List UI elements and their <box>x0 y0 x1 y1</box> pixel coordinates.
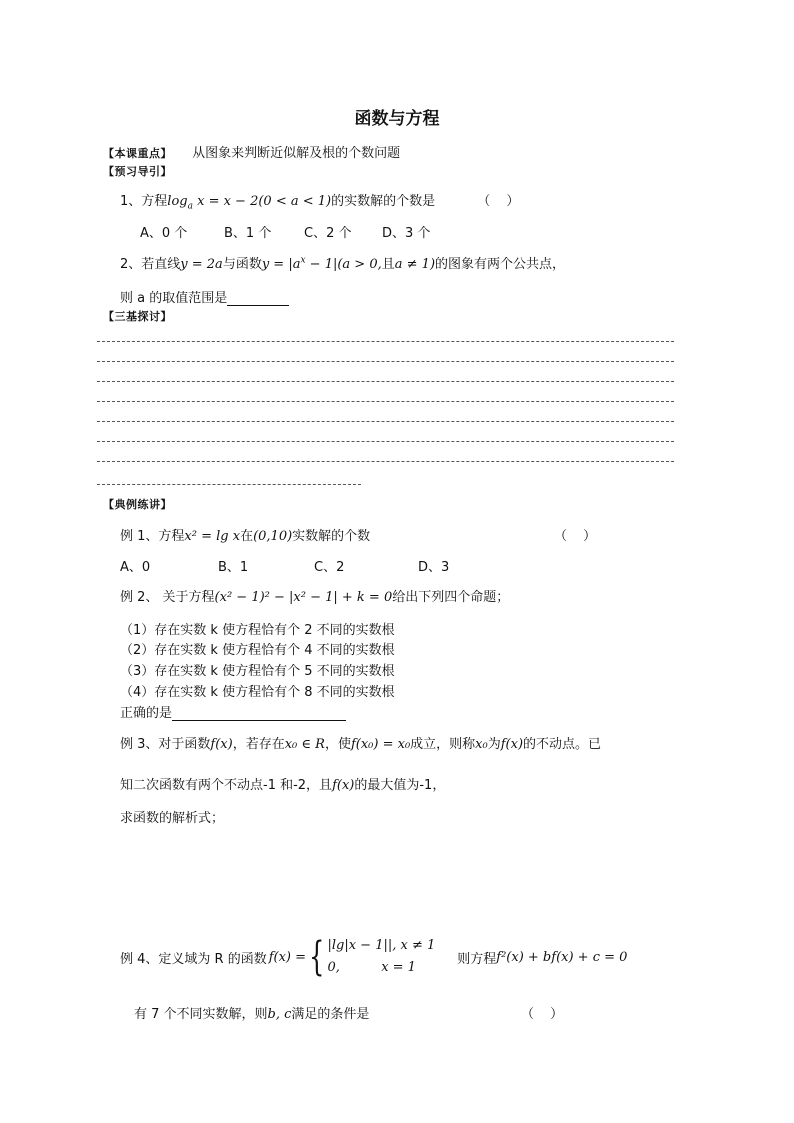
writing-line <box>97 381 674 382</box>
ex3-fixed-eq: f(x₀) = x₀ <box>350 737 411 752</box>
ex4-mid: 则方程 <box>457 951 497 967</box>
q2-line-eq: y = 2a <box>180 257 223 272</box>
q1-option-d: D、3 个 <box>382 226 431 241</box>
ex3-text-a: 例 3、对于函数 <box>120 737 211 752</box>
ex1-option-b: B、1 <box>218 560 249 575</box>
ex3-text-b: ，若存在 <box>232 737 285 752</box>
ex2-item-3: （3）存在实数 k 使方程恰有个 5 不同的实数根 <box>120 664 395 679</box>
writing-line <box>97 361 674 362</box>
ex4-bc: b, c <box>267 1007 292 1022</box>
writing-line <box>97 461 674 462</box>
ex2-equation: (x² − 1)² − |x² − 1| + k = 0 <box>214 590 393 605</box>
ex3-line-2 <box>120 774 445 793</box>
q1-suffix: 的实数解的个数是 <box>331 194 436 209</box>
ex4-answer-paren: （ ） <box>521 1007 570 1022</box>
ex1-mid: 在 <box>240 529 254 544</box>
ex3-fx: f(x) <box>210 737 233 752</box>
example-3 <box>120 733 601 752</box>
ex1-options <box>120 556 449 575</box>
ex4-prefix: 例 4、定义域为 R 的函数 <box>120 951 267 967</box>
q1-option-b: B、1 个 <box>224 226 272 241</box>
ex2-item-1: （1）存在实数 k 使方程恰有个 2 不同的实数根 <box>120 623 395 638</box>
ex2-answer-row <box>120 702 346 721</box>
ex3-text-c: ，使 <box>324 737 351 752</box>
ex3-x0: x₀ <box>475 737 488 752</box>
q2-line-2 <box>120 287 289 306</box>
writing-line <box>97 401 674 402</box>
ex2-suffix: 给出下列四个命题； <box>392 590 510 605</box>
ex1-option-c: C、2 <box>314 560 345 575</box>
ex1-suffix: 实数解的个数 <box>292 529 371 544</box>
q2-func-eq: y = |a <box>261 257 301 272</box>
ex3-line2-a: 知二次函数有两个不动点-1 和-2，且 <box>120 778 333 793</box>
ex4-cases <box>327 935 435 979</box>
q2-exponent: x <box>300 255 306 266</box>
ex1-answer-paren: （ ） <box>554 529 603 544</box>
preview-tag: 【预习导引】 <box>103 165 172 178</box>
writing-line <box>97 341 674 342</box>
ex1-option-a: A、0 <box>120 560 151 575</box>
page-title: 函数与方程 <box>354 109 440 129</box>
q2-answer-blank[interactable] <box>227 291 289 306</box>
q1-option-c: C、2 个 <box>304 226 352 241</box>
explore-tag: 【三基探讨】 <box>103 310 172 323</box>
q1-log-base: a <box>187 201 193 212</box>
q1-answer-paren: （ ） <box>477 194 526 209</box>
ex3-line2-fx: f(x) <box>332 778 355 793</box>
ex4-case-1: |lg|x − 1||, x ≠ 1 <box>327 938 436 953</box>
ex4-equation: f²(x) + bf(x) + c = 0 <box>496 949 628 965</box>
q1-prefix: 1、方程 <box>120 194 168 209</box>
ex4-brace: { <box>309 934 325 980</box>
ex1-interval: (0,10) <box>253 529 293 544</box>
ex3-text-f: 的不动点。已 <box>523 737 602 752</box>
example-4 <box>120 934 627 980</box>
writing-line <box>97 421 674 422</box>
example-2 <box>120 586 509 605</box>
ex3-text-d: 成立，则称 <box>410 737 476 752</box>
ex2-item-2: （2）存在实数 k 使方程恰有个 4 不同的实数根 <box>120 643 395 658</box>
ex4-func-def: f(x) = <box>268 949 307 965</box>
ex3-x0-in-r: x₀ ∈ R <box>284 737 325 752</box>
key-point-tag: 【本课重点】 <box>103 147 172 160</box>
preview-question-2 <box>120 253 565 272</box>
ex4-line2-a: 有 7 个不同实数解，则 <box>134 1007 268 1022</box>
q2-prefix: 2、若直线 <box>120 257 181 272</box>
ex4-line-2 <box>134 1003 369 1022</box>
ex1-option-d: D、3 <box>418 560 450 575</box>
ex4-case-2: 0, x = 1 <box>327 960 416 975</box>
q2-func-eq-3: a ≠ 1) <box>394 257 436 272</box>
q2-range-label: 则 a 的取值范围是 <box>120 291 228 306</box>
q1-options <box>140 222 430 241</box>
writing-line <box>97 441 674 442</box>
q2-func-eq-2: − 1|(a > 0, <box>305 257 382 272</box>
ex3-text-e: 为 <box>487 737 501 752</box>
ex1-equation: x² = lg x <box>184 529 241 544</box>
ex3-line2-b: 的最大值为-1， <box>354 778 446 793</box>
q1-option-a: A、0 个 <box>140 226 188 241</box>
example-1 <box>120 525 370 544</box>
ex2-answer-label: 正确的是 <box>120 706 173 721</box>
ex2-answer-blank[interactable] <box>172 706 346 721</box>
key-point-row <box>103 142 400 161</box>
ex4-line2-b: 满足的条件是 <box>291 1007 370 1022</box>
q1-log: log <box>167 194 188 209</box>
q2-suffix: 的图象有两个公共点， <box>435 257 566 272</box>
ex2-item-4: （4）存在实数 k 使方程恰有个 8 不同的实数根 <box>120 685 395 700</box>
examples-tag: 【典例练讲】 <box>103 498 172 511</box>
ex2-prefix: 例 2、 关于方程 <box>120 590 215 605</box>
ex3-fx-2: f(x) <box>500 737 524 752</box>
ex1-prefix: 例 1、方程 <box>120 529 185 544</box>
ex3-line-3: 求函数的解析式； <box>120 811 225 826</box>
q1-equation: x = x − 2(0 < a < 1) <box>197 194 332 209</box>
preview-question-1 <box>120 190 525 212</box>
q2-and: 且 <box>381 257 395 272</box>
q2-mid: 与函数 <box>222 257 262 272</box>
writing-line <box>97 484 361 485</box>
key-point-text: 从图象来判断近似解及根的个数问题 <box>192 146 401 161</box>
